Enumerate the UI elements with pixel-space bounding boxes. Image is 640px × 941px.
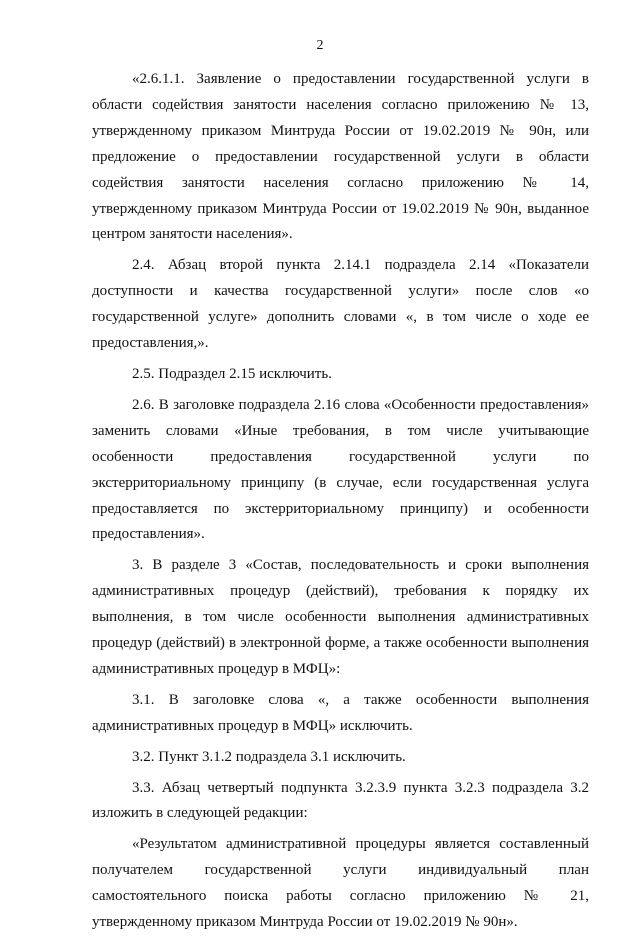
paragraph-3: 3. В разделе 3 «Состав, последовательность и сроки выполнения административных процедур (действий), требования к порядку их выполнения, в том числе особенности выполнения административных процедур (действий) в электронной форме, а также особенности выполнения административных процедур в МФЦ»:: [92, 557, 589, 677]
paragraph-3-3: 3.3. Абзац четвертый подпункта 3.2.3.9 пункта 3.2.3 подраздела 3.2 изложить в следующей редакции:: [92, 779, 589, 822]
paragraph-3-3-quote: «Результатом административной процедуры является составленный получателем государственной услуги индивидуальный план самостоятельного поиска работы согласно приложению № 21, утвержденному приказом Минтруда России от 19.02.2019 № 90н».: [92, 836, 589, 931]
paragraph-3-2: 3.2. Пункт 3.1.2 подраздела 3.1 исключить.: [132, 748, 406, 765]
document-body: [92, 67, 589, 941]
paragraph-2-6: 2.6. В заголовке подраздела 2.16 слова «Особенности предоставления» заменить словами «Иные требования, в том числе учитывающие особенности предоставления государственной услуги по экстерриториальному принципу (в случае, если государственная услуга предоставляется по экстерриториальному принципу) и особенности предоставления».: [92, 396, 589, 543]
paragraph-3-1: 3.1. В заголовке слова «, а также особенности выполнения административных процедур в МФЦ» исключить.: [92, 691, 589, 734]
paragraph-2-4: 2.4. Абзац второй пункта 2.14.1 подраздела 2.14 «Показатели доступности и качества государственной услуги» после слов «о государственной услуге» дополнить словами «, в том числе о ходе ее предоставления,».: [92, 257, 589, 352]
page-number: 2: [316, 38, 324, 53]
paragraph-2-5: 2.5. Подраздел 2.15 исключить.: [132, 365, 332, 382]
paragraph-2-6-1-1: «2.6.1.1. Заявление о предоставлении государственной услуги в области содействия занятости населения согласно приложению № 13, утвержденному приказом Минтруда России от 19.02.2019 № 90н, или предложение о предоставлении государственной услуги в области содействия занятости населения согласно приложению № 14, утвержденному приказом Минтруда России от 19.02.2019 № 90н, выданное центром занятости населения».: [92, 71, 589, 243]
